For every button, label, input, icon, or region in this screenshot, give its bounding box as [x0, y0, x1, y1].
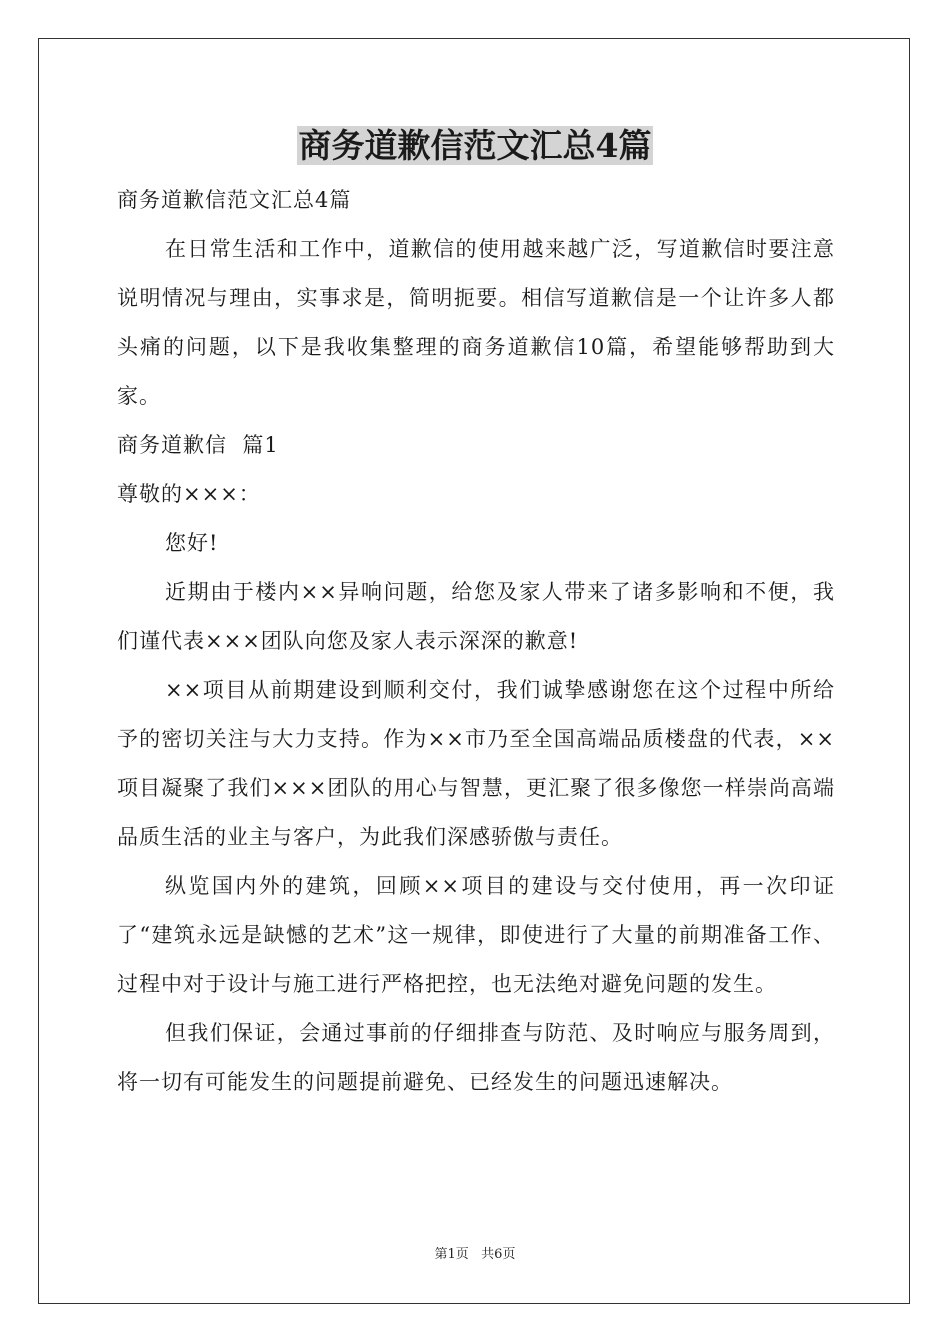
- paragraph-greeting: 您好!: [165, 531, 219, 555]
- paragraph-salutation: 尊敬的×××：: [117, 482, 261, 506]
- paragraph-heading: 商务道歉信范文汇总4篇: [117, 188, 352, 212]
- paragraph-apology: 近期由于楼内××异响问题，给您及家人带来了诸多影响和不便，我们谨代表×××团队向您及家人表示深深的歉意!: [117, 580, 835, 653]
- page-footer: 第1页 共6页: [434, 1247, 516, 1262]
- paragraph-intro: 在日常生活和工作中，道歉信的使用越来越广泛，写道歉信时要注意说明情况与理由，实事求是，简明扼要。相信写道歉信是一个让许多人都头痛的问题，以下是我收集整理的商务道歉信10篇，希望能够帮助到大家。: [117, 237, 835, 408]
- document-title: [0, 124, 950, 168]
- document-body: [117, 176, 835, 1107]
- paragraph-section-heading: 商务道歉信 篇1: [117, 433, 279, 457]
- paragraph-promise: 但我们保证，会通过事前的仔细排查与防范、及时响应与服务周到，将一切有可能发生的问题提前避免、已经发生的问题迅速解决。: [117, 1021, 835, 1094]
- paragraph-project: ××项目从前期建设到顺利交付，我们诚挚感谢您在这个过程中所给予的密切关注与大力支持。作为××市乃至全国高端品质楼盘的代表，××项目凝聚了我们×××团队的用心与智慧，更汇聚了很多像您一样崇尚高端品质生活的业主与客户，为此我们深感骄傲与责任。: [117, 678, 835, 849]
- document-title-text: 商务道歉信范文汇总4篇: [298, 126, 652, 165]
- paragraph-architecture: 纵览国内外的建筑，回顾××项目的建设与交付使用，再一次印证了“建筑永远是缺憾的艺术”这一规律，即使进行了大量的前期准备工作、过程中对于设计与施工进行严格把控，也无法绝对避免问题的发生。: [117, 874, 835, 996]
